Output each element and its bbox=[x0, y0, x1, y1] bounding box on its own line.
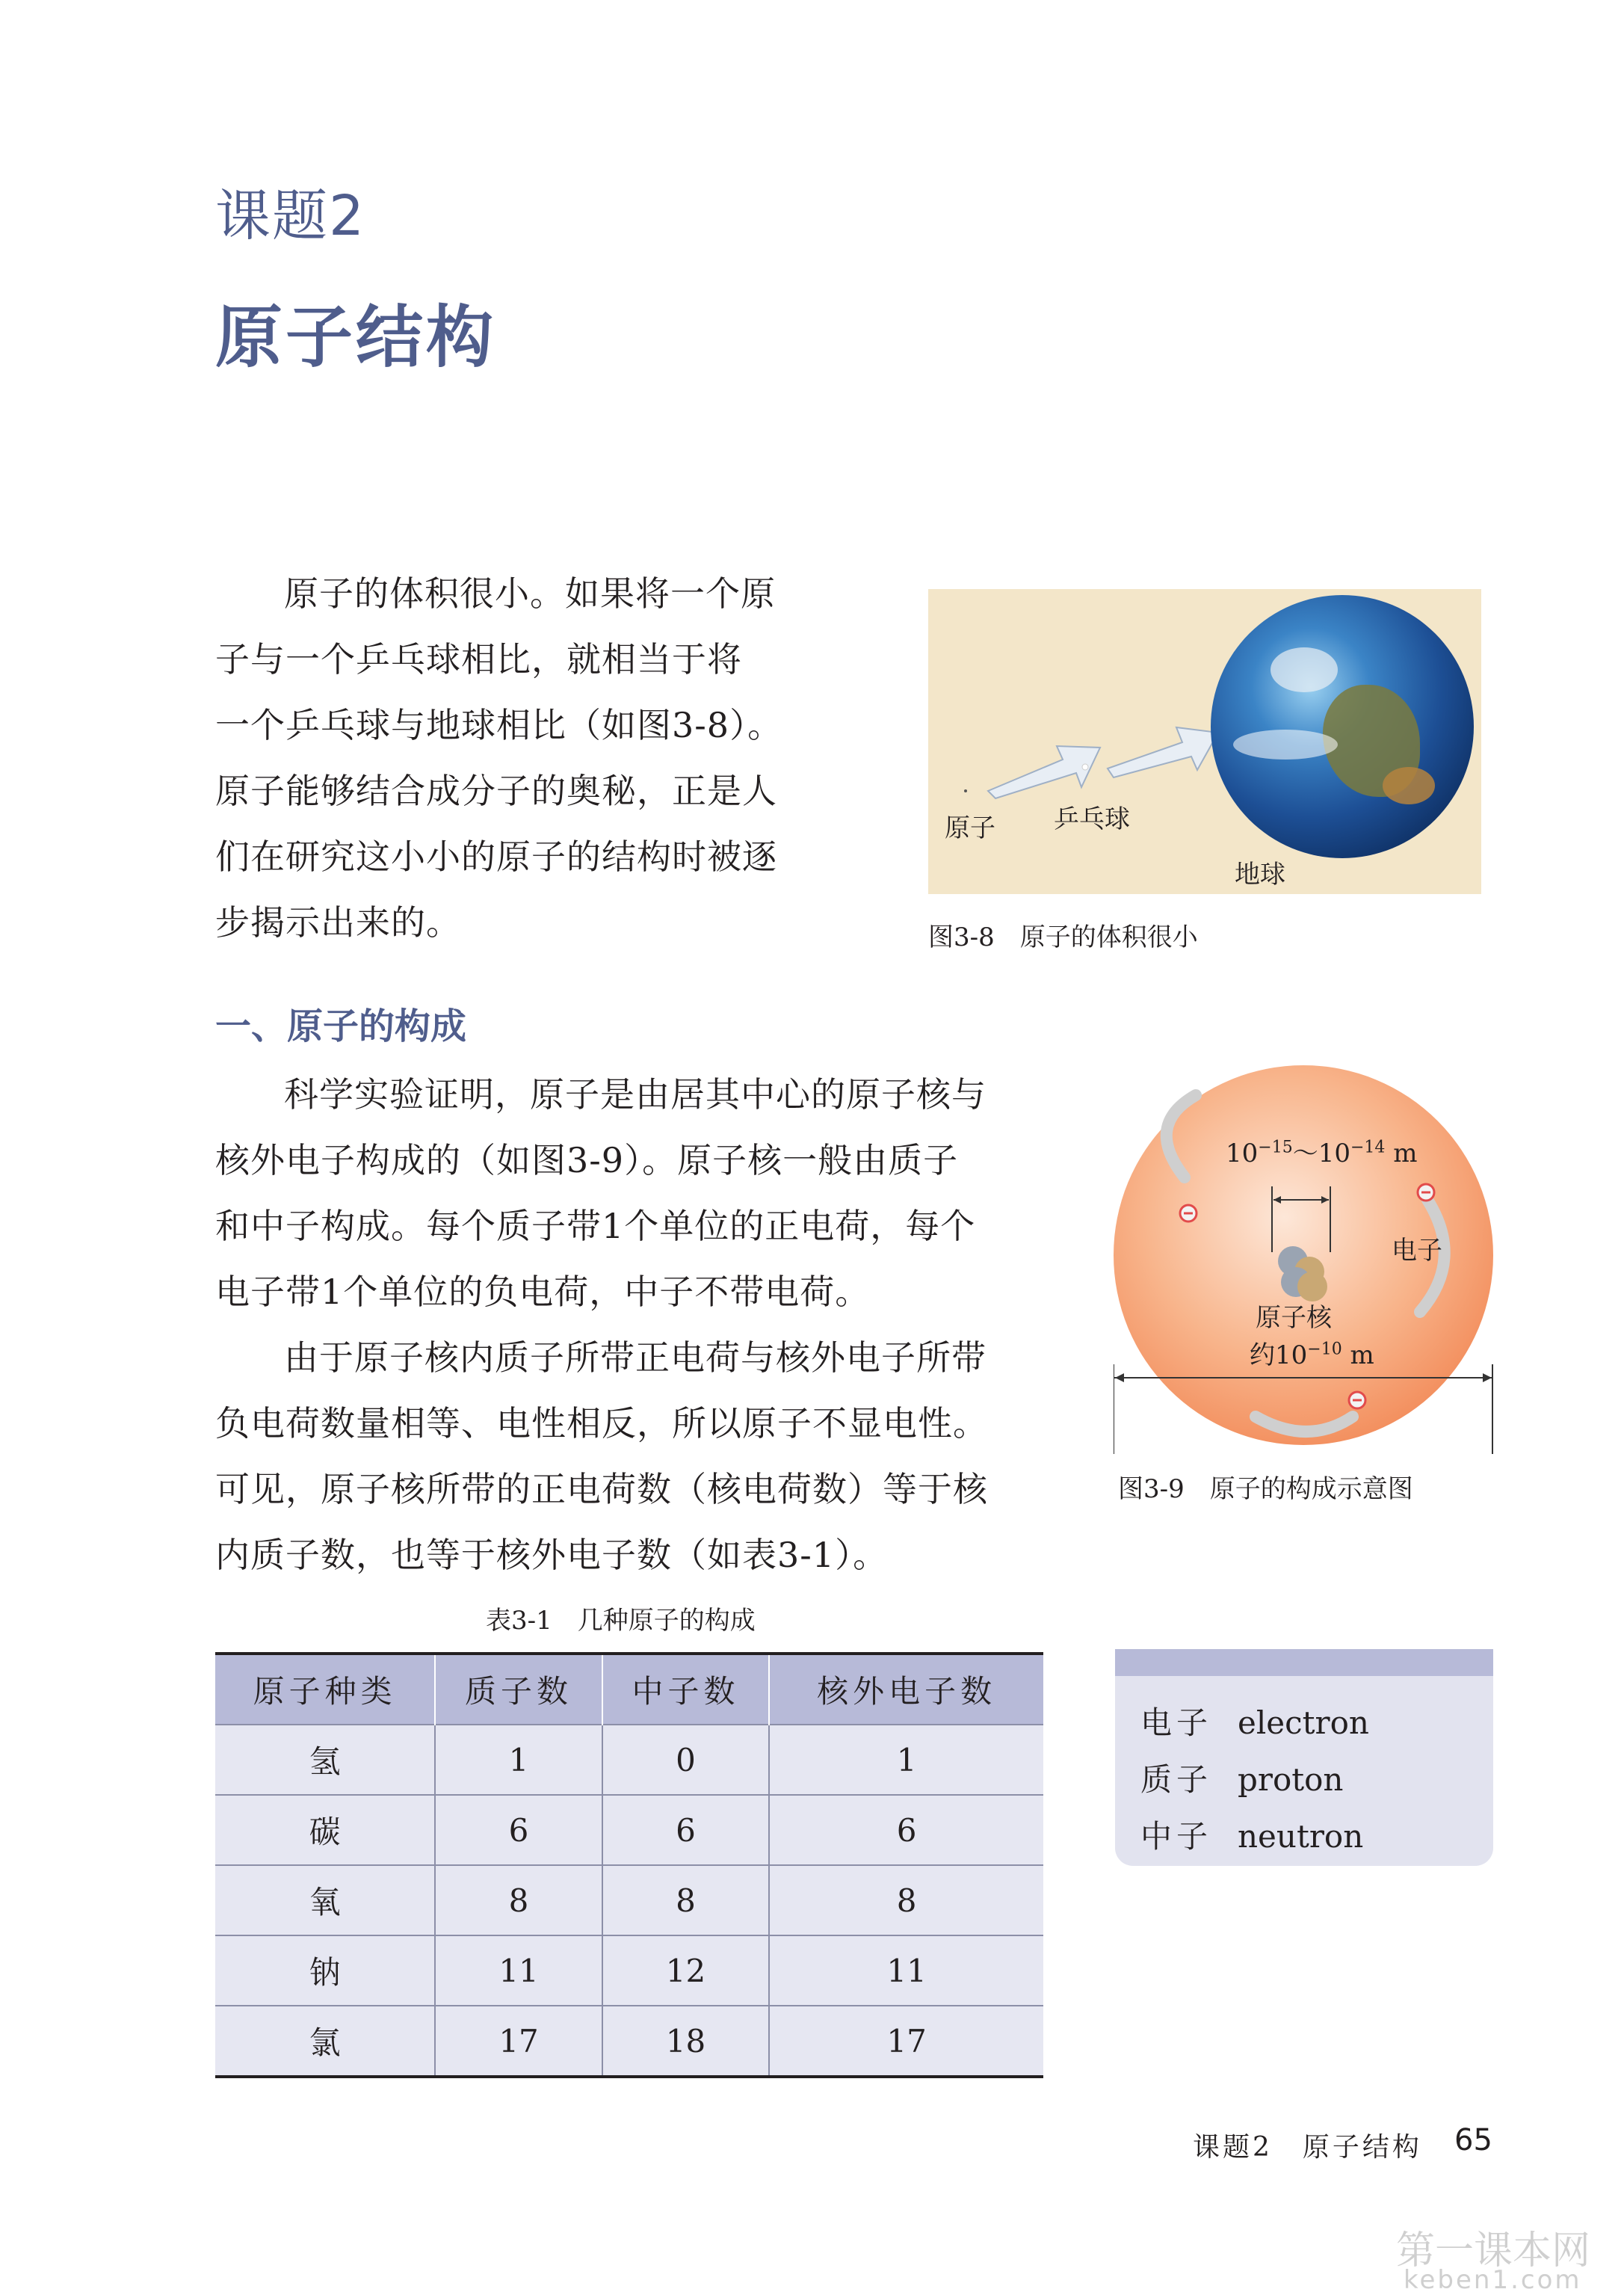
page-number: 65 bbox=[1454, 2123, 1492, 2157]
intro-line: 一个乒乓球与地球相比（如图3-8）。 bbox=[215, 705, 783, 745]
section-line: 由于原子核内质子所带正电荷与核外电子所带 bbox=[284, 1337, 987, 1378]
nucleus-size-label: $10^{-15}\sim 10^{-14}$ m bbox=[1226, 1138, 1418, 1168]
table-cell: 氢 bbox=[215, 1725, 435, 1795]
intro-line: 原子能够结合成分子的奥秘，正是人 bbox=[215, 771, 777, 811]
vocab-item bbox=[1140, 1812, 1363, 1857]
table-cell: 1 bbox=[435, 1725, 602, 1795]
running-title: 课题2 原子结构 bbox=[1193, 2132, 1422, 2163]
table-cell: 0 bbox=[602, 1725, 769, 1795]
table-cell: 氧 bbox=[215, 1865, 435, 1935]
watermark-url: keben1.com bbox=[1404, 2265, 1582, 2295]
atom-size-label: 约$10^{-10}$ m bbox=[1250, 1340, 1374, 1370]
table-cell: 18 bbox=[602, 2006, 769, 2077]
table-cell: 钠 bbox=[215, 1935, 435, 2006]
label-electron: 电子 bbox=[1392, 1236, 1442, 1266]
table-cell: 17 bbox=[769, 2006, 1043, 2077]
vocab-en: proton bbox=[1238, 1761, 1344, 1798]
table-header-row bbox=[215, 1654, 1043, 1725]
vocab-item bbox=[1140, 1698, 1369, 1743]
section-line: 科学实验证明，原子是由居其中心的原子核与 bbox=[284, 1074, 987, 1115]
table-cell: 6 bbox=[602, 1795, 769, 1865]
table-row bbox=[215, 1795, 1043, 1865]
figure-3-8-caption: 图3-8 原子的体积很小 bbox=[928, 922, 1198, 952]
table-cell: 8 bbox=[769, 1865, 1043, 1935]
intro-line: 步揭示出来的。 bbox=[215, 902, 461, 943]
table-cell: 12 bbox=[602, 1935, 769, 2006]
table-row bbox=[215, 1935, 1043, 2006]
intro-line: 原子的体积很小。如果将一个原 bbox=[284, 573, 776, 614]
table-cell: 17 bbox=[435, 2006, 602, 2077]
intro-paragraph bbox=[215, 561, 828, 955]
figure-atom-size bbox=[928, 589, 1481, 894]
watermark-text: 第一课本网 bbox=[1396, 2228, 1591, 2273]
vocabulary-box bbox=[1115, 1649, 1493, 1866]
vocab-item bbox=[1140, 1755, 1343, 1800]
atom-composition-table bbox=[215, 1652, 1043, 2078]
lesson-title: 原子结构 bbox=[215, 298, 496, 377]
intro-line: 子与一个乒乓球相比，就相当于将 bbox=[215, 639, 742, 680]
table-cell: 8 bbox=[602, 1865, 769, 1935]
table-cell: 1 bbox=[769, 1725, 1043, 1795]
label-earth: 地球 bbox=[1235, 860, 1285, 890]
vocab-zh: 电子 bbox=[1140, 1704, 1213, 1741]
vocab-zh: 质子 bbox=[1140, 1761, 1213, 1798]
table-cell: 6 bbox=[769, 1795, 1043, 1865]
table-cell: 11 bbox=[435, 1935, 602, 2006]
label-pingpong: 乒乓球 bbox=[1054, 804, 1130, 834]
section-line: 内质子数，也等于核外电子数（如表3-1）。 bbox=[215, 1535, 889, 1575]
table-row bbox=[215, 1865, 1043, 1935]
table-header: 质子数 bbox=[435, 1654, 602, 1725]
table-cell: 6 bbox=[435, 1795, 602, 1865]
table-header: 原子种类 bbox=[215, 1654, 435, 1725]
table-cell: 氯 bbox=[215, 2006, 435, 2077]
figure-atom-structure bbox=[1114, 1065, 1493, 1447]
vocab-en: neutron bbox=[1238, 1818, 1364, 1855]
section-paragraph bbox=[215, 1062, 1052, 1588]
section-line: 可见，原子核所带的正电荷数（核电荷数）等于核 bbox=[215, 1469, 988, 1509]
section-line: 核外电子构成的（如图3-9）。原子核一般由质子 bbox=[215, 1140, 959, 1180]
figure-3-9-caption: 图3-9 原子的构成示意图 bbox=[1118, 1474, 1413, 1504]
vocab-en: electron bbox=[1238, 1704, 1369, 1741]
label-atom: 原子 bbox=[945, 813, 995, 843]
table-caption: 表3-1 几种原子的构成 bbox=[486, 1606, 756, 1636]
table-row bbox=[215, 1725, 1043, 1795]
section-heading: 一、原子的构成 bbox=[215, 1005, 467, 1047]
table-header: 核外电子数 bbox=[769, 1654, 1043, 1725]
section-line: 电子带1个单位的负电荷，中子不带电荷。 bbox=[215, 1272, 871, 1312]
label-nucleus: 原子核 bbox=[1256, 1303, 1332, 1333]
table-row bbox=[215, 2006, 1043, 2077]
table-header: 中子数 bbox=[602, 1654, 769, 1725]
table-cell: 11 bbox=[769, 1935, 1043, 2006]
intro-line: 们在研究这小小的原子的结构时被逐 bbox=[215, 837, 777, 877]
earth-image bbox=[1211, 595, 1474, 858]
table-cell: 碳 bbox=[215, 1795, 435, 1865]
lesson-label: 课题2 bbox=[215, 184, 366, 248]
section-line: 和中子构成。每个质子带1个单位的正电荷，每个 bbox=[215, 1206, 976, 1246]
vocabulary-box-header-bar bbox=[1115, 1649, 1493, 1676]
table-cell: 8 bbox=[435, 1865, 602, 1935]
section-line: 负电荷数量相等、电性相反，所以原子不显电性。 bbox=[215, 1403, 988, 1444]
vocab-zh: 中子 bbox=[1140, 1818, 1213, 1855]
